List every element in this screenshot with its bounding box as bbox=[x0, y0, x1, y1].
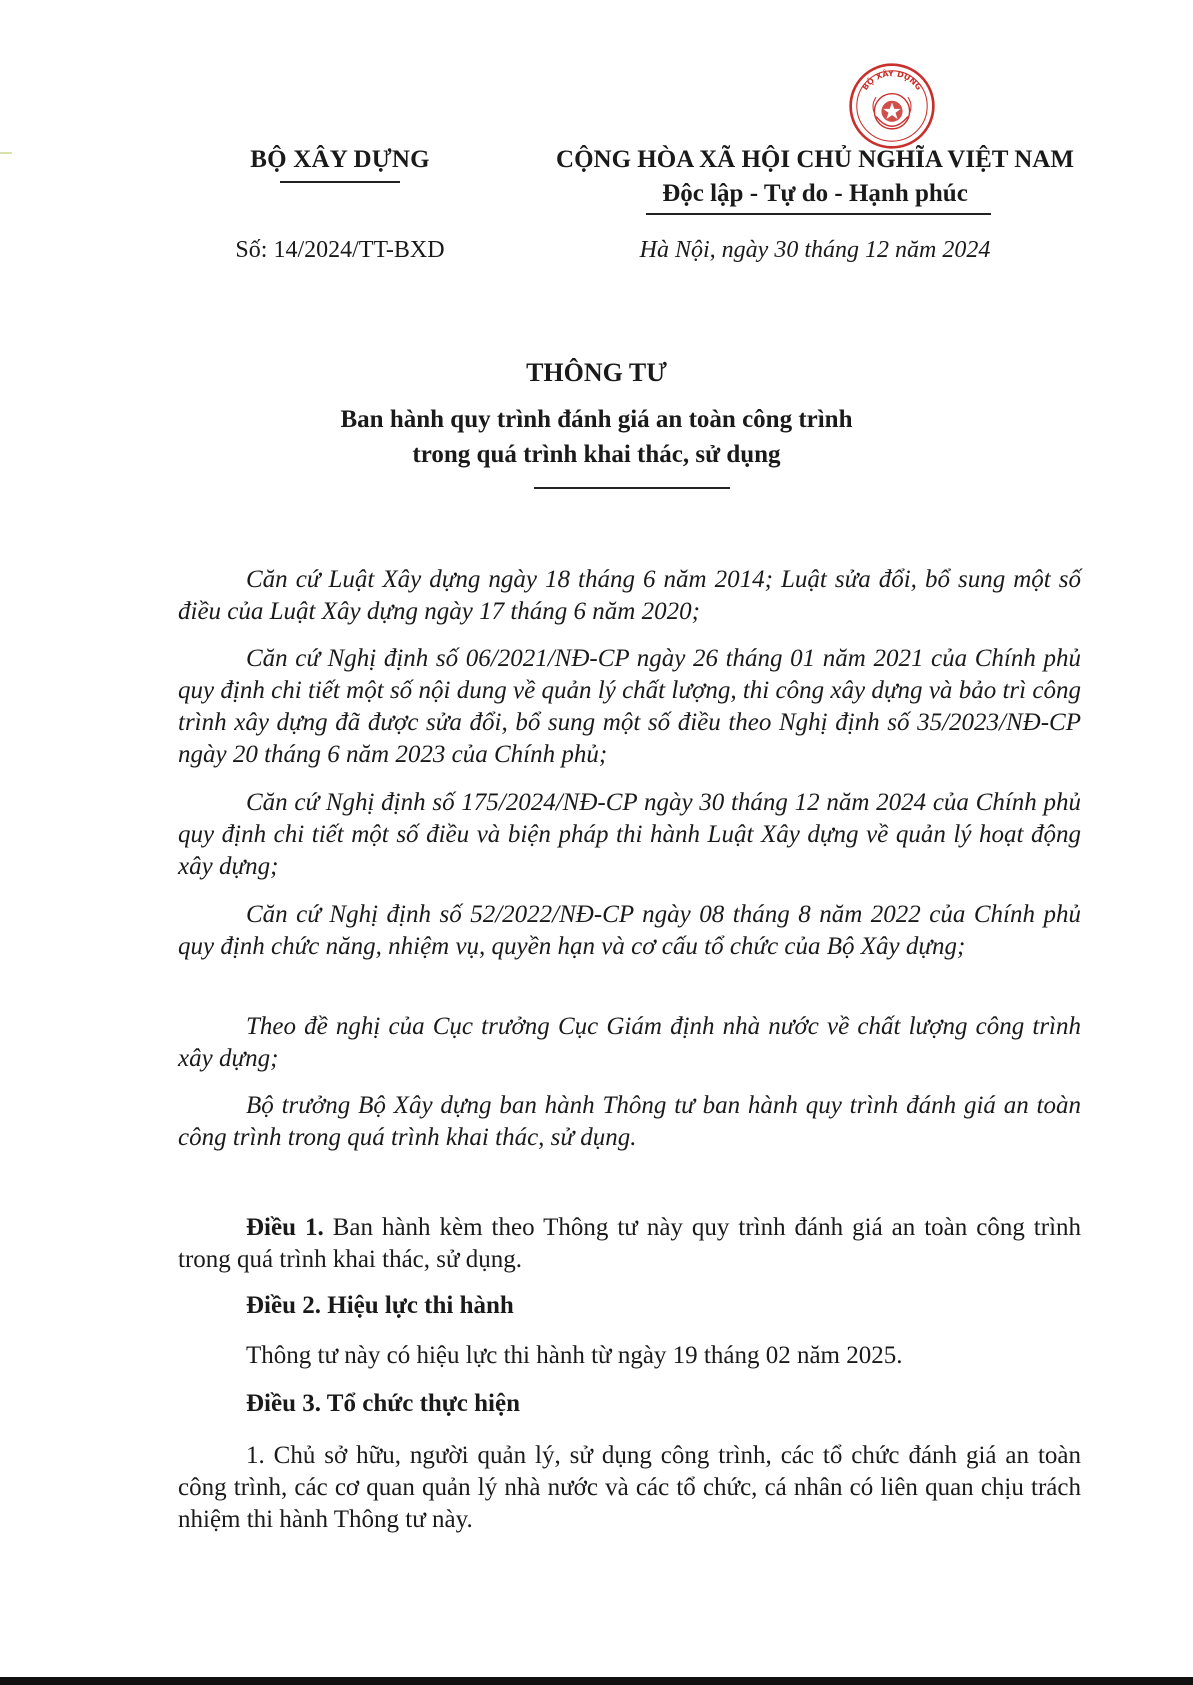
ministry-name: BỘ XÂY DỰNG bbox=[250, 146, 430, 173]
preamble-paragraph: Căn cứ Luật Xây dựng ngày 18 tháng 6 năm 2014; Luật sửa đổi, bổ sung một số điều của Luật Xây dựng ngày 17 tháng 6 năm 2020; bbox=[178, 566, 1081, 625]
document-number: Số: 14/2024/TT-BXD bbox=[235, 237, 445, 263]
preamble-paragraph: Căn cứ Nghị định số 06/2021/NĐ-CP ngày 26 tháng 01 năm 2021 của Chính phủ quy định chi tiết một số nội dung về quản lý chất lượng, thi công xây dựng và bảo trì công trình xây dựng đã được sửa đổi, bổ sung một số điều theo Nghị định số 35/2023/NĐ-CP ngày 20 tháng 6 năm 2023 của Chính phủ; bbox=[178, 645, 1081, 768]
seal-text: BỘ XÂY DỰNG bbox=[860, 69, 924, 92]
preamble-paragraph: Căn cứ Nghị định số 175/2024/NĐ-CP ngày 30 tháng 12 năm 2024 của Chính phủ quy định chi tiết một số điều và biện pháp thi hành Luật Xây dựng về quản lý hoạt động xây dựng; bbox=[178, 789, 1081, 880]
article-3-heading: Điều 3. Tổ chức thực hiện bbox=[246, 1390, 520, 1417]
document-title: THÔNG TƯ bbox=[526, 358, 667, 387]
scan-edge-mark bbox=[0, 152, 12, 154]
subtitle-line-1: Ban hành quy trình đánh giá an toàn công trình bbox=[340, 406, 853, 433]
article-1-text: Ban hành kèm theo Thông tư này quy trình đánh giá an toàn công trình trong quá trình khai thác, sử dụng. bbox=[178, 1214, 1082, 1273]
preamble-paragraph: Căn cứ Nghị định số 52/2022/NĐ-CP ngày 08 tháng 8 năm 2022 của Chính phủ quy định chức năng, nhiệm vụ, quyền hạn và cơ cấu tổ chức của Bộ Xây dựng; bbox=[178, 901, 1081, 960]
preamble-paragraph: Bộ trưởng Bộ Xây dựng ban hành Thông tư ban hành quy trình đánh giá an toàn công trình trong quá trình khai thác, sử dụng. bbox=[178, 1092, 1081, 1151]
article-3-item-1: 1. Chủ sở hữu, người quản lý, sử dụng công trình, các tổ chức đánh giá an toàn công trình, các cơ quan quản lý nhà nước và các tổ chức, cá nhân có liên quan chịu trách nhiệm thi hành Thông tư này. bbox=[178, 1442, 1081, 1533]
subtitle-line-2: trong quá trình khai thác, sử dụng bbox=[412, 441, 781, 468]
motto-underline bbox=[646, 213, 991, 215]
article-2-text: Thông tư này có hiệu lực thi hành từ ngày 19 tháng 02 năm 2025. bbox=[246, 1342, 903, 1369]
ministry-underline bbox=[280, 181, 400, 183]
ministry-seal-icon bbox=[848, 62, 936, 150]
title-underline bbox=[534, 487, 730, 489]
document-date: Hà Nội, ngày 30 tháng 12 năm 2024 bbox=[639, 237, 991, 263]
article-2-heading: Điều 2. Hiệu lực thi hành bbox=[246, 1292, 514, 1319]
scan-bottom-edge bbox=[0, 1677, 1193, 1685]
document-subtitle bbox=[0, 402, 1193, 472]
article-1 bbox=[178, 1212, 1081, 1276]
national-motto: Độc lập - Tự do - Hạnh phúc bbox=[662, 180, 968, 207]
article-1-label: Điều 1. bbox=[246, 1214, 324, 1241]
country-name: CỘNG HÒA XÃ HỘI CHỦ NGHĨA VIỆT NAM bbox=[556, 146, 1074, 173]
preamble-paragraph: Theo đề nghị của Cục trưởng Cục Giám định nhà nước về chất lượng công trình xây dựng; bbox=[178, 1013, 1081, 1072]
